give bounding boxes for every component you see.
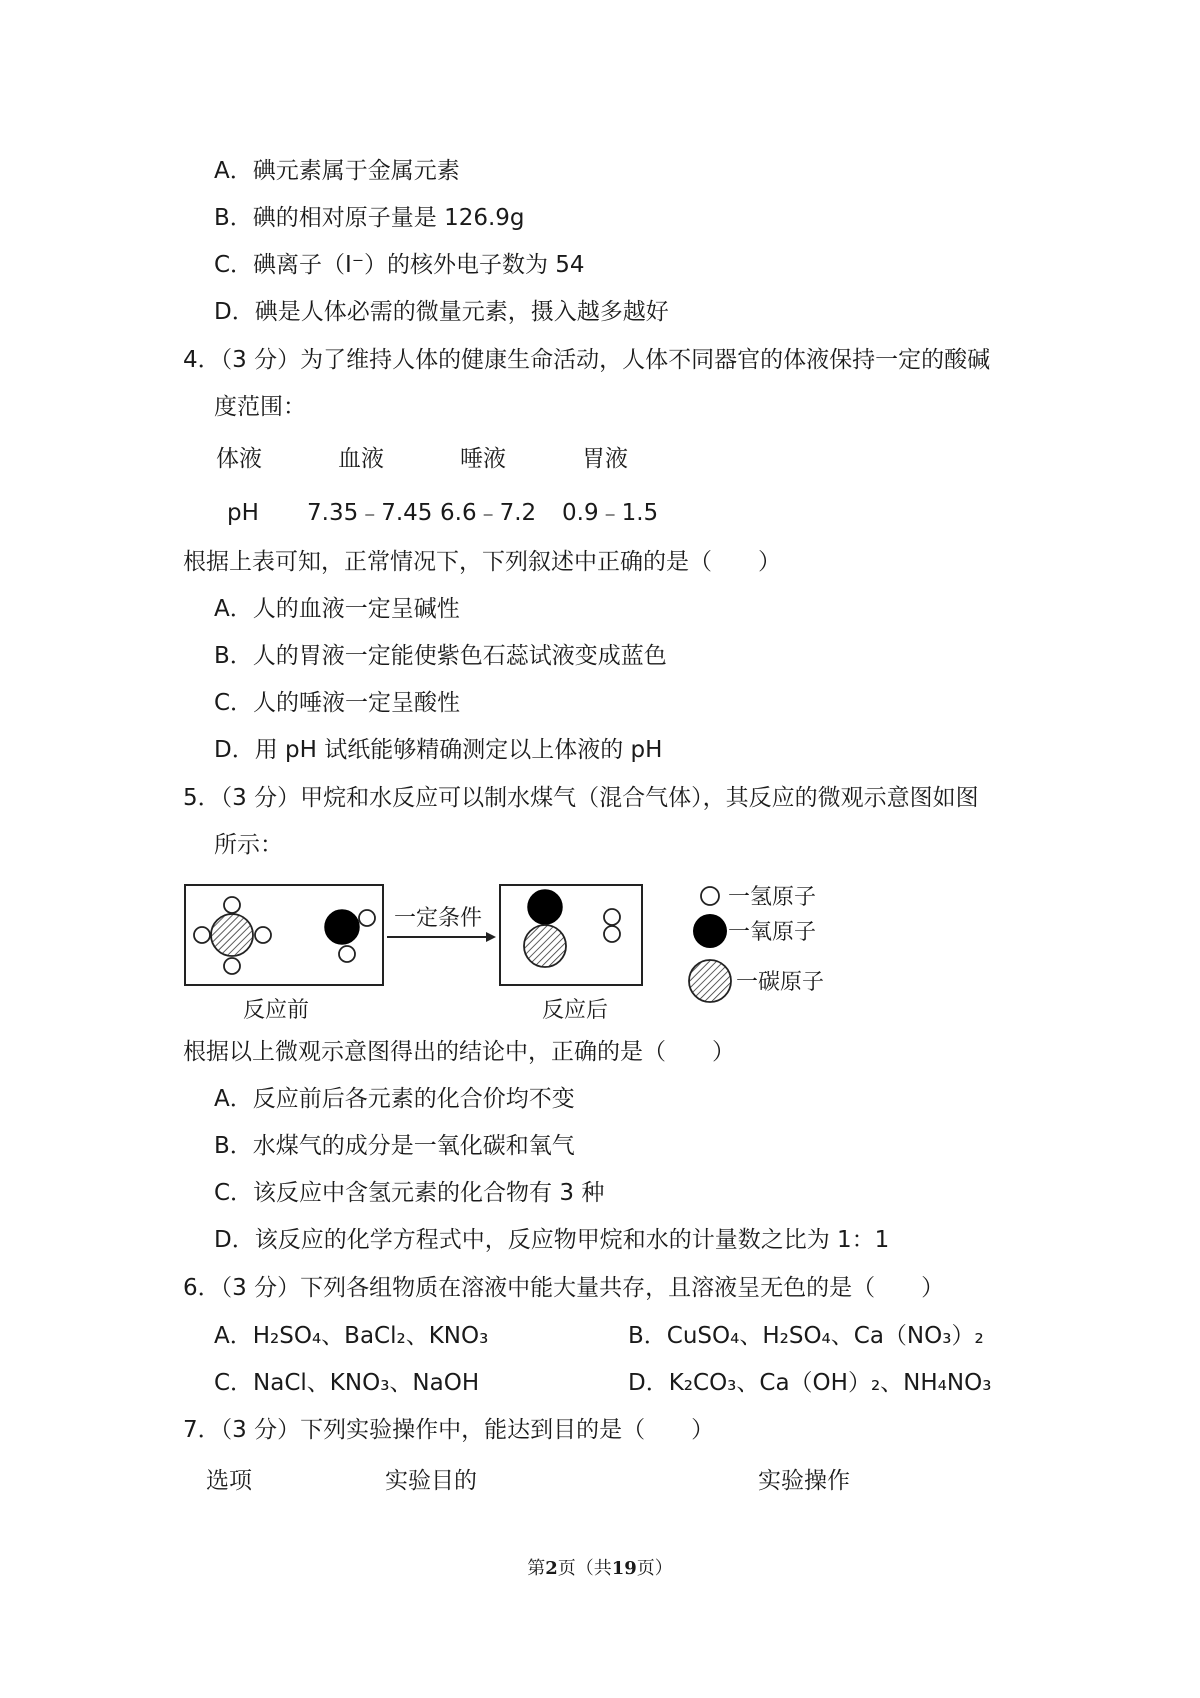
before-label: 反应前 — [243, 998, 310, 1023]
q5-question: 根据以上微观示意图得出的结论中，正确的是（ ） — [183, 1039, 735, 1065]
hydrogen-molecule — [604, 909, 620, 942]
q7-table-head-option: 选项 — [206, 1468, 252, 1494]
footer-prefix: 第 — [527, 1558, 546, 1579]
legend-carbon-label: 一碳原子 — [736, 970, 825, 995]
q4-table-row-3: 0.9﹣1.5 — [562, 500, 659, 526]
q5-stem-line2: 所示： — [214, 832, 283, 858]
legend-hydrogen-symbol — [701, 887, 719, 905]
q4-stem-line1: 4．（3 分）为了维持人体的健康生命活动，人体不同器官的体液保持一定的酸碱 — [183, 347, 991, 373]
carbon-monoxide-molecule — [524, 890, 566, 967]
legend-carbon-symbol — [689, 960, 731, 1002]
q4-option-b: B．人的胃液一定能使紫色石蕊试液变成蓝色 — [214, 643, 667, 669]
hydrogen-atom — [604, 909, 620, 925]
hydrogen-atom — [224, 958, 240, 974]
q4-question: 根据上表可知，正常情况下，下列叙述中正确的是（ ） — [183, 549, 781, 575]
oxygen-atom — [528, 890, 562, 924]
q7-table-head-operation: 实验操作 — [758, 1468, 850, 1494]
q7-table-head-purpose: 实验目的 — [385, 1468, 477, 1494]
q4-table-head-0: 体液 — [216, 446, 262, 472]
q4-table-row-1: 7.35﹣7.45 — [307, 500, 433, 526]
carbon-atom — [524, 925, 566, 967]
hydrogen-atom — [359, 910, 375, 926]
q6-option-d: D．K₂CO₃、Ca（OH）₂、NH₄NO₃ — [628, 1370, 992, 1396]
arrow-label: 一定条件 — [394, 906, 483, 931]
carbon-atom — [211, 914, 253, 956]
q6-option-a: A．H₂SO₄、BaCl₂、KNO₃ — [214, 1323, 489, 1349]
q4-table-row-2: 6.6﹣7.2 — [440, 500, 537, 526]
q4-option-a: A．人的血液一定呈碱性 — [214, 596, 460, 622]
q4-table-head-2: 唾液 — [460, 446, 506, 472]
legend-hydrogen-label: 一氢原子 — [728, 885, 817, 910]
q4-table-head-3: 胃液 — [582, 446, 628, 472]
hydrogen-atom — [339, 946, 355, 962]
q4-option-d: D．用 pH 试纸能够精确测定以上体液的 pH — [214, 737, 663, 763]
q4-table-head-1: 血液 — [338, 446, 384, 472]
footer-total-pages: 19 — [611, 1558, 637, 1579]
legend — [689, 885, 824, 1002]
water-molecule — [325, 910, 375, 962]
q5-option-c: C．该反应中含氢元素的化合物有 3 种 — [214, 1180, 605, 1206]
legend-oxygen-label: 一氧原子 — [728, 920, 817, 945]
arrow-head — [486, 932, 496, 942]
q4-option-c: C．人的唾液一定呈酸性 — [214, 690, 461, 716]
q3-option-c: C．碘离子（I⁻）的核外电子数为 54 — [214, 252, 585, 278]
q4-table-row-0: pH — [227, 500, 259, 526]
reaction-diagram — [180, 875, 850, 1025]
q6-option-c: C．NaCl、KNO₃、NaOH — [214, 1370, 480, 1396]
q5-option-a: A．反应前后各元素的化合价均不变 — [214, 1086, 575, 1112]
footer-middle: 页（共 — [557, 1558, 612, 1579]
q3-option-b: B．碘的相对原子量是 126.9g — [214, 205, 525, 231]
hydrogen-atom — [194, 927, 210, 943]
q6-option-b: B．CuSO₄、H₂SO₄、Ca（NO₃）₂ — [628, 1323, 984, 1349]
oxygen-atom — [325, 910, 359, 944]
q3-option-d: D．碘是人体必需的微量元素，摄入越多越好 — [214, 299, 669, 325]
q5-stem-line1: 5．（3 分）甲烷和水反应可以制水煤气（混合气体），其反应的微观示意图如图 — [183, 785, 979, 811]
hydrogen-atom — [224, 897, 240, 913]
after-label: 反应后 — [542, 998, 609, 1023]
q4-stem-line2: 度范围： — [214, 394, 306, 420]
q5-option-d: D．该反应的化学方程式中，反应物甲烷和水的计量数之比为 1：1 — [214, 1227, 890, 1253]
footer-page-number: 2 — [545, 1558, 558, 1579]
hydrogen-atom — [255, 927, 271, 943]
footer-suffix: 页） — [636, 1558, 673, 1579]
q5-option-b: B．水煤气的成分是一氧化碳和氧气 — [214, 1133, 575, 1159]
legend-oxygen-symbol — [693, 914, 727, 948]
hydrogen-atom — [604, 926, 620, 942]
q7-stem: 7．（3 分）下列实验操作中，能达到目的是（ ） — [183, 1417, 715, 1443]
q3-option-a: A．碘元素属于金属元素 — [214, 158, 460, 184]
page-footer — [0, 1554, 1200, 1580]
methane-molecule — [194, 897, 271, 974]
q6-stem: 6．（3 分）下列各组物质在溶液中能大量共存，且溶液呈无色的是（ ） — [183, 1275, 945, 1301]
